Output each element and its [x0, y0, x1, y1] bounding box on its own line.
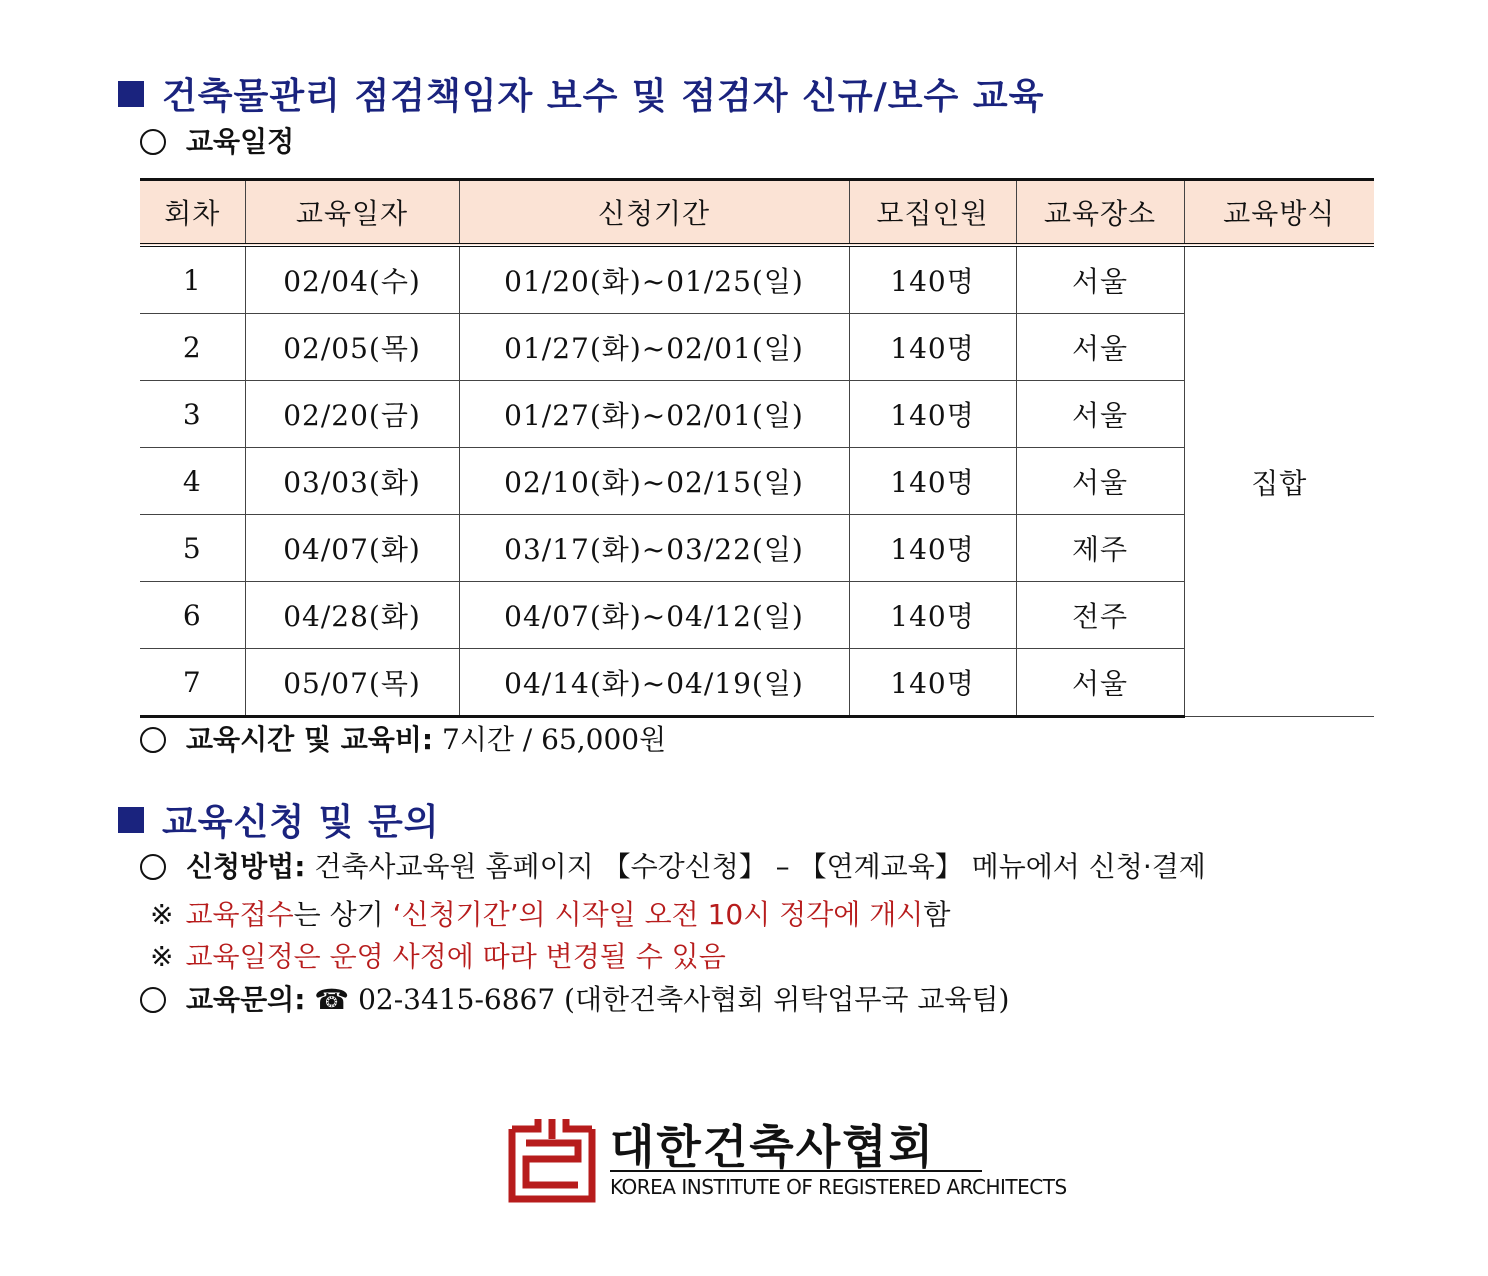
cell-place: 서울	[1016, 381, 1184, 448]
schedule-heading: 교육일정	[140, 128, 294, 156]
circle-bullet-icon	[140, 854, 166, 880]
contact-line: 교육문의: ☎ 02-3415-6867 (대한건축사협회 위탁업무국 교육팀)	[140, 986, 1009, 1014]
cell-round: 2	[140, 314, 245, 381]
cell-period: 04/14(화)~04/19(일)	[459, 649, 849, 717]
cell-period: 01/20(화)~01/25(일)	[459, 245, 849, 314]
cell-period: 03/17(화)~03/22(일)	[459, 515, 849, 582]
header-capacity: 모집인원	[849, 180, 1016, 246]
schedule-table	[140, 178, 1374, 718]
cell-date: 02/20(금)	[245, 381, 459, 448]
cell-round: 1	[140, 245, 245, 314]
logo-divider	[610, 1170, 982, 1172]
cell-date: 03/03(화)	[245, 448, 459, 515]
section-title-apply: 교육신청 및 문의	[118, 794, 440, 845]
header-method: 교육방식	[1184, 180, 1374, 246]
cell-date: 02/05(목)	[245, 314, 459, 381]
square-bullet-icon	[118, 807, 144, 833]
cell-period: 01/27(화)~02/01(일)	[459, 314, 849, 381]
note-schedule-change: ※ 교육일정은 운영 사정에 따라 변경될 수 있음	[150, 940, 726, 973]
cell-place: 전주	[1016, 582, 1184, 649]
time-fee-line: 교육시간 및 교육비: 7시간 / 65,000원	[140, 726, 666, 754]
cell-capacity: 140명	[849, 448, 1016, 515]
header-period: 신청기간	[459, 180, 849, 246]
cell-capacity: 140명	[849, 515, 1016, 582]
cell-round: 7	[140, 649, 245, 717]
cell-period: 01/27(화)~02/01(일)	[459, 381, 849, 448]
cell-place: 서울	[1016, 245, 1184, 314]
note-application-start: ※ 교육접수는 상기 ‘신청기간’의 시작일 오전 10시 정각에 개시함	[150, 898, 951, 931]
cell-capacity: 140명	[849, 245, 1016, 314]
cell-capacity: 140명	[849, 314, 1016, 381]
cell-round: 5	[140, 515, 245, 582]
logo-english-name: KOREA INSTITUTE OF REGISTERED ARCHITECTS	[610, 1175, 1067, 1199]
square-bullet-icon	[118, 81, 144, 107]
cell-capacity: 140명	[849, 582, 1016, 649]
table-row	[140, 245, 1374, 314]
cell-place: 서울	[1016, 314, 1184, 381]
cell-place: 서울	[1016, 448, 1184, 515]
cell-date: 04/07(화)	[245, 515, 459, 582]
cell-period: 04/07(화)~04/12(일)	[459, 582, 849, 649]
header-date: 교육일자	[245, 180, 459, 246]
section-title-education: 건축물관리 점검책임자 보수 및 점검자 신규/보수 교육	[118, 68, 1044, 119]
cell-method: 집합	[1184, 245, 1374, 717]
phone-icon: ☎	[314, 983, 350, 1016]
table-header-row	[140, 180, 1374, 246]
cell-round: 6	[140, 582, 245, 649]
cell-place: 제주	[1016, 515, 1184, 582]
cell-round: 3	[140, 381, 245, 448]
association-emblem-icon	[508, 1115, 596, 1203]
cell-date: 04/28(화)	[245, 582, 459, 649]
cell-period: 02/10(화)~02/15(일)	[459, 448, 849, 515]
cell-round: 4	[140, 448, 245, 515]
cell-place: 서울	[1016, 649, 1184, 717]
header-place: 교육장소	[1016, 180, 1184, 246]
circle-bullet-icon	[140, 727, 166, 753]
cell-capacity: 140명	[849, 381, 1016, 448]
association-logo	[508, 1115, 1067, 1205]
apply-method-line: 신청방법: 건축사교육원 홈페이지 【수강신청】 – 【연계교육】 메뉴에서 신청·결제	[140, 853, 1206, 881]
header-round: 회차	[140, 180, 245, 246]
cell-date: 05/07(목)	[245, 649, 459, 717]
cell-date: 02/04(수)	[245, 245, 459, 314]
cell-capacity: 140명	[849, 649, 1016, 717]
circle-bullet-icon	[140, 987, 166, 1013]
logo-korean-name: 대한건축사협회	[610, 1120, 936, 1174]
circle-bullet-icon	[140, 129, 166, 155]
